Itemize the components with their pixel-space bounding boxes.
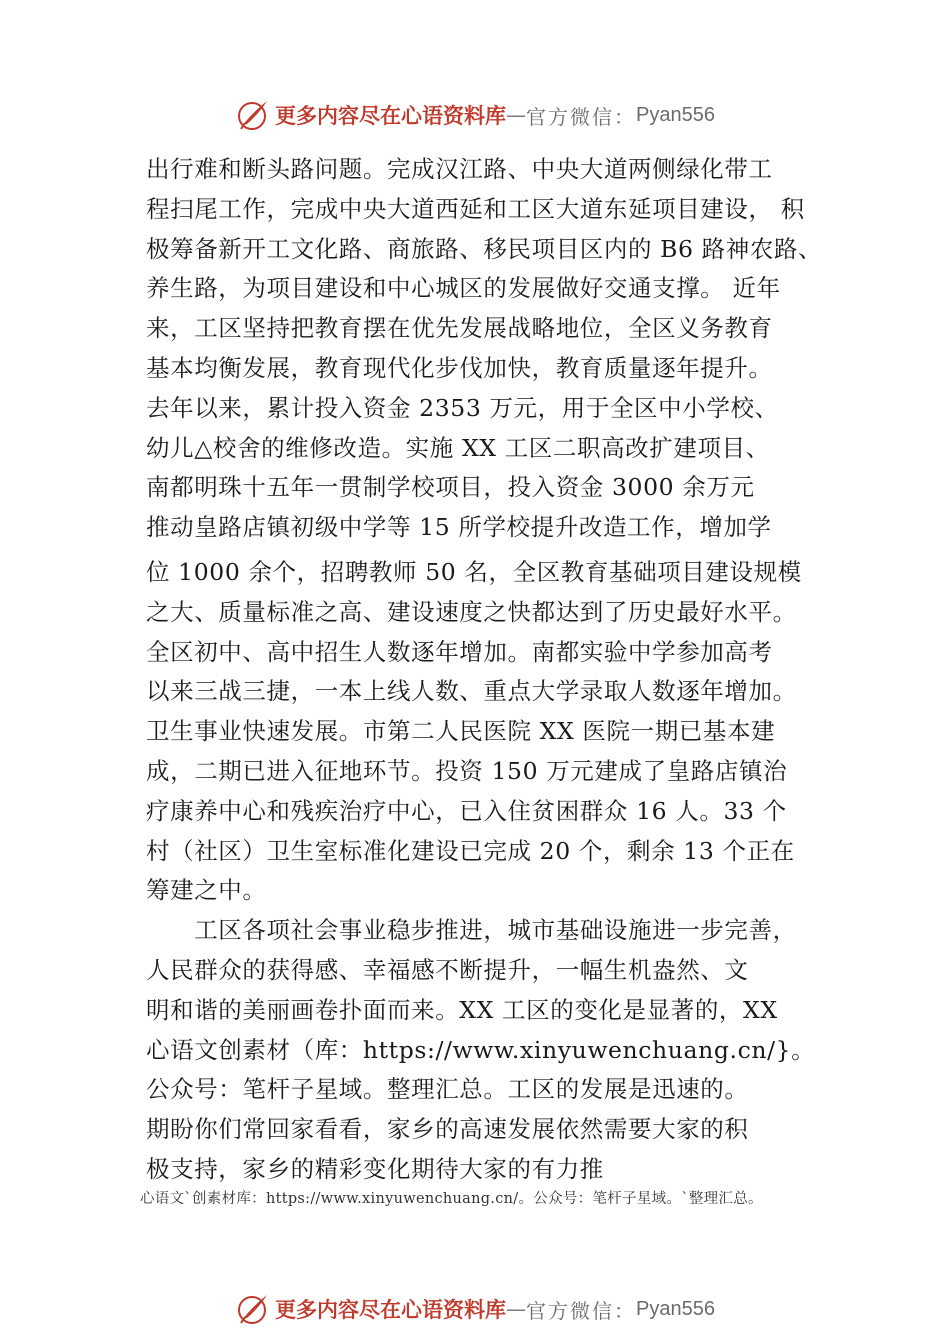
banner-separator: — xyxy=(506,1297,527,1321)
text-line: 全区初中、高中招生人数逐年增加。南都实验中学参加高考 xyxy=(146,637,773,666)
banner-wechat-label: 官方微信： xyxy=(526,104,637,129)
banner-wechat-label: 官方微信： xyxy=(526,1298,637,1323)
document-body xyxy=(146,150,836,1190)
text-line: 极筹备新开工文化路、商旅路、移民项目区内的 B6 路神农路、 xyxy=(146,234,823,263)
text-line: 推动皇路店镇初级中学等 15 所学校提升改造工作，增加学 xyxy=(146,513,772,542)
text-line: 来，工区坚持把教育摆在优先发展战略地位，全区义务教育 xyxy=(146,314,773,343)
text-line: 养生路，为项目建设和中心城区的发展做好交通支撑。 近年 xyxy=(146,274,781,303)
footer-banner xyxy=(0,1287,950,1331)
text-line: 明和谐的美丽画卷扑面而来。XX 工区的变化是显著的，XX xyxy=(146,995,778,1024)
text-line: 人民群众的获得感、幸福感不断提升，一幅生机盎然、文 xyxy=(146,955,749,984)
source-footnote: 心语文`创素材库：https://www.xinyuwenchuang.cn/。公众号：笔杆子星域。`整理汇总。 xyxy=(140,1191,763,1207)
text-line: 心语文创素材（库：https://www.xinyuwenchuang.cn/}。 xyxy=(146,1035,816,1064)
text-line: 期盼你们常回家看看，家乡的高速发展依然需要大家的积 xyxy=(146,1115,749,1144)
banner-separator: — xyxy=(506,103,527,127)
text-line: 成，二期已进入征地环节。投资 150 万元建成了皇路店镇治 xyxy=(146,756,788,785)
text-line: 疗康养中心和残疾治疗中心，已入住贫困群众 16 人。33 个 xyxy=(146,796,787,825)
text-line: 工区各项社会事业稳步推进，城市基础设施进一步完善， xyxy=(146,916,797,945)
text-line: 卫生事业快速发展。市第二人民医院 XX 医院一期已基本建 xyxy=(146,717,776,746)
text-line: 出行难和断头路问题。完成汉江路、中央大道两侧绿化带工 xyxy=(146,155,773,183)
header-banner xyxy=(0,93,950,137)
text-line: 极支持，家乡的精彩变化期待大家的有力推 xyxy=(146,1154,604,1183)
text-line: 去年以来，累计投入资金 2353 万元，用于全区中小学校、 xyxy=(146,393,779,422)
text-line: 公众号：笔杆子星域。整理汇总。工区的发展是迅速的。 xyxy=(146,1075,749,1104)
banner-title: 更多内容尽在心语资料库 xyxy=(275,1297,507,1322)
quill-pen-logo-icon xyxy=(235,97,271,133)
text-line: 幼儿△校舍的维修改造。实施 XX 工区二职高改扩建项目、 xyxy=(146,433,770,462)
banner-title: 更多内容尽在心语资料库 xyxy=(275,103,507,128)
banner-wechat-id: Pyan556 xyxy=(636,1297,715,1320)
quill-pen-logo-icon xyxy=(235,1291,271,1327)
text-line: 之大、质量标准之高、建设速度之快都达到了历史最好水平。 xyxy=(146,597,797,626)
text-line: 筹建之中。 xyxy=(146,876,267,905)
text-line: 以来三战三捷，一本上线人数、重点大学录取人数逐年增加。 xyxy=(146,677,797,706)
text-line: 基本均衡发展，教育现代化步伐加快，教育质量逐年提升。 xyxy=(146,353,773,382)
text-line: 程扫尾工作，完成中央大道西延和工区大道东延项目建设， 积 xyxy=(146,194,805,223)
text-line: 南都明珠十五年一贯制学校项目，投入资金 3000 余万元 xyxy=(146,473,755,502)
banner-wechat-id: Pyan556 xyxy=(636,103,715,126)
text-line: 位 1000 余个，招聘教师 50 名，全区教育基础项目建设规模 xyxy=(146,557,802,586)
text-line: 村（社区）卫生室标准化建设已完成 20 个，剩余 13 个正在 xyxy=(146,836,795,865)
